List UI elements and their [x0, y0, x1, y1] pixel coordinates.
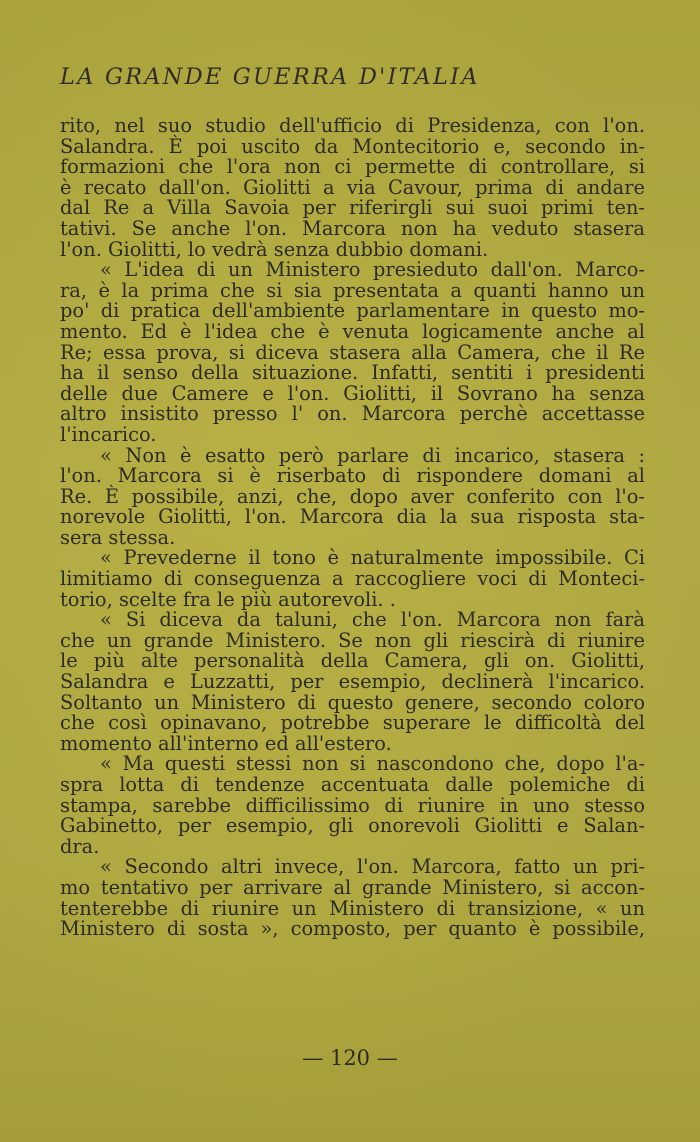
text-line: « Prevederne il tono è naturalmente impossibile. Ci [100, 546, 645, 570]
text-line: che un grande Ministero. Se non gli riescirà di riunire [60, 628, 645, 652]
running-head: LA GRANDE GUERRA D'ITALIA [60, 64, 480, 90]
text-line: torio, scelte fra le più autorevoli. . [60, 587, 396, 611]
text-line: mento. Ed è l'idea che è venuta logicamente anche al [60, 319, 645, 343]
text-line: limitiamo di conseguenza a raccogliere voci di Monteci- [60, 567, 645, 591]
text-line: formazioni che l'ora non ci permette di controllare, si [60, 155, 645, 179]
text-line: l'on. Giolitti, lo vedrà senza dubbio domani. [60, 237, 489, 261]
text-line: tenterebbe di riunire un Ministero di transizione, « un [60, 896, 645, 920]
text-line: l'on. Marcora si è riserbato di rispondere domani al [60, 464, 645, 488]
text-line: « Ma questi stessi non si nascondono che, dopo l'a- [100, 752, 645, 776]
page-number: — 120 — [302, 1046, 398, 1070]
text-line: norevole Giolitti, l'on. Marcora dia la sua risposta sta- [60, 505, 645, 529]
text-line: dra. [60, 834, 100, 858]
text-line: tativi. Se anche l'on. Marcora non ha veduto stasera [60, 216, 645, 240]
text-line: dal Re a Villa Savoia per riferirgli sui suoi primi ten- [60, 196, 645, 220]
text-line: spra lotta di tendenze accentuata dalle polemiche di [60, 773, 645, 796]
text-line: ha il senso della situazione. Infatti, sentiti i presidenti [60, 361, 645, 385]
text-line: sera stessa. [60, 525, 176, 549]
text-line: Re. È possibile, anzi, che, dopo aver conferito con l'o- [60, 484, 645, 508]
text-line: « Si diceva da taluni, che l'on. Marcora non farà [100, 608, 645, 632]
text-line: Gabinetto, per esempio, gli onorevoli Giolitti e Salan- [60, 814, 645, 838]
text-line: « L'idea di un Ministero presieduto dall'on. Marco- [100, 258, 645, 282]
text-line: stampa, sarebbe difficilissimo di riunire in uno stesso [60, 793, 645, 817]
text-line: po' di pratica dell'ambiente parlamentare in questo mo- [60, 299, 645, 323]
text-line: le più alte personalità della Camera, gli on. Giolitti, [60, 649, 645, 673]
text-line: Ministero di sosta », composto, per quanto è possibile, [60, 917, 645, 941]
text-line: « Secondo altri invece, l'on. Marcora, fatto un pri- [100, 855, 645, 879]
text-line: che così opinavano, potrebbe superare le difficoltà del [60, 711, 645, 735]
body-text [60, 116, 645, 940]
text-line: Salandra e Luzzatti, per esempio, declinerà l'incarico. [60, 670, 645, 694]
text-line: « Non è esatto però parlare di incarico, stasera : [100, 443, 645, 467]
text-line: Salandra. È poi uscito da Montecitorio e, secondo in- [60, 134, 645, 158]
text-line: Soltanto un Ministero di questo genere, secondo coloro [60, 690, 645, 714]
text-line: Re; essa prova, si diceva stasera alla Camera, che il Re [60, 340, 645, 364]
text-line: l'incarico. [60, 422, 157, 446]
text-line: momento all'interno ed all'estero. [60, 731, 392, 755]
text-line: delle due Camere e l'on. Giolitti, il Sovrano ha senza [60, 381, 645, 405]
text-line: ra, è la prima che si sia presentata a quanti hanno un [60, 278, 645, 302]
text-line: rito, nel suo studio dell'ufficio di Presidenza, con l'on. [60, 114, 645, 137]
text-line: mo tentativo per arrivare al grande Ministero, si accon- [60, 875, 645, 899]
text-line: altro insistito presso l' on. Marcora perchè accettasse [60, 402, 645, 426]
text-line: è recato dall'on. Giolitti a via Cavour, prima di andare [60, 175, 645, 199]
